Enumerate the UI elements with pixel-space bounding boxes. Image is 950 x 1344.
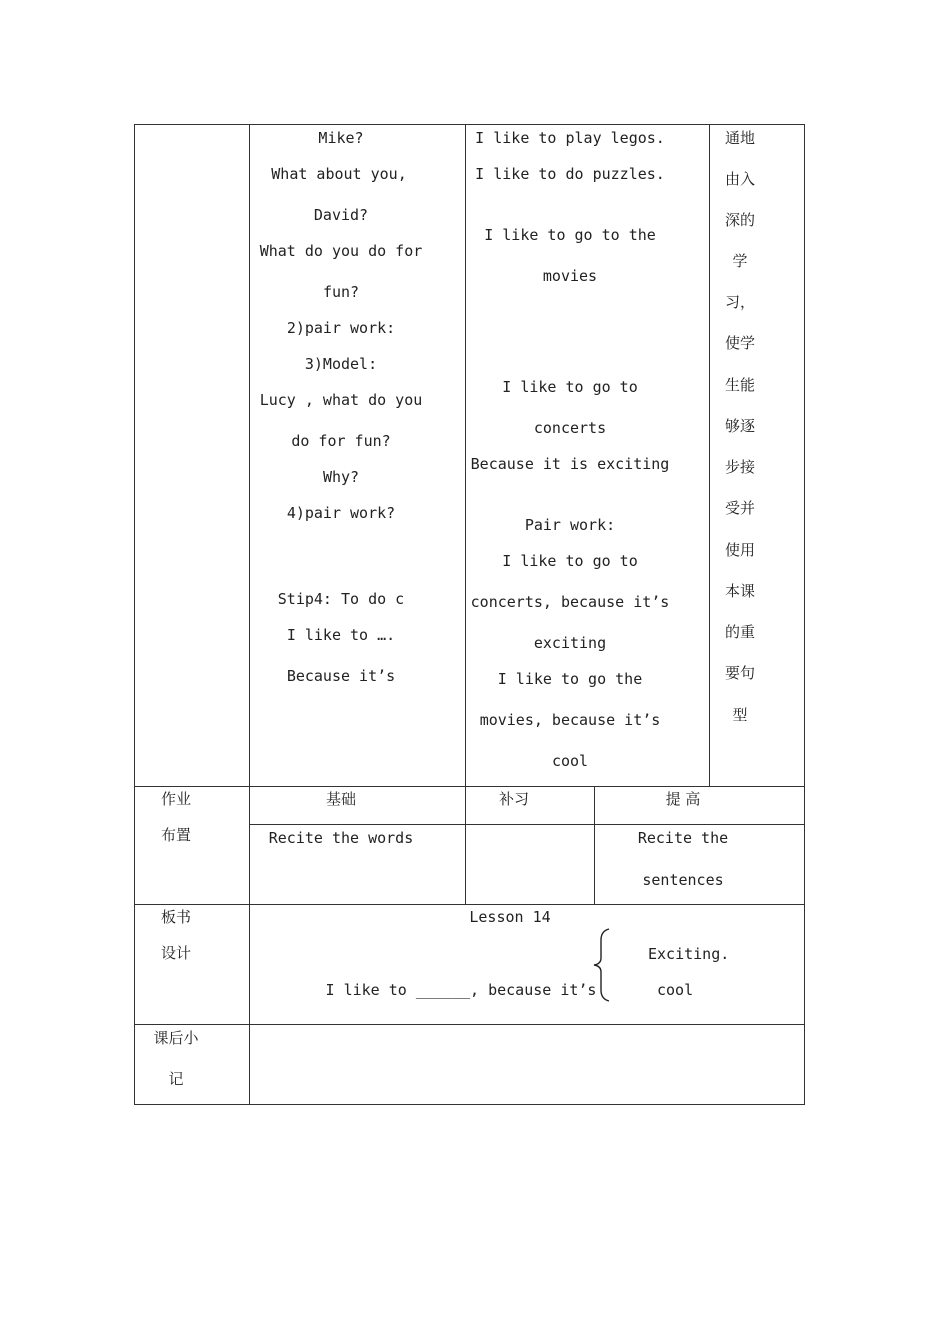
col3-line: cool	[551, 752, 589, 770]
table-row-divider-homework	[134, 786, 805, 787]
col3-line: I like to do puzzles.	[475, 165, 665, 183]
col4-line: 要句	[724, 664, 756, 682]
table-border-top	[134, 124, 805, 125]
col4-line: 通地	[724, 129, 756, 147]
col3-line: I like to go to	[502, 552, 638, 570]
col3-line: I like to go the	[497, 670, 643, 688]
board-option: cool	[657, 981, 694, 999]
col4-line: 生能	[724, 376, 756, 394]
col2-line: 4)pair work?	[286, 504, 396, 522]
board-option: Exciting.	[648, 945, 730, 963]
col4-line: 使学	[724, 334, 756, 352]
table-col-divider-3	[709, 124, 710, 786]
board-label: 设计	[160, 944, 192, 962]
notes-label: 记	[168, 1070, 184, 1088]
table-border-left	[134, 124, 135, 1105]
col4-line: 的重	[724, 623, 756, 641]
homework-supplement-header: 补习	[498, 790, 530, 808]
table-row-divider-homework-header	[249, 824, 805, 825]
col4-line: 受并	[724, 499, 756, 517]
col4-line: 步接	[724, 458, 756, 476]
table-border-right	[804, 124, 805, 1105]
col3-line: I like to go to	[502, 378, 638, 396]
col3-line: movies, because it’s	[479, 711, 661, 729]
col2-line: 3)Model:	[304, 355, 378, 373]
col2-line: What about you,	[271, 165, 407, 183]
col4-line: 够逐	[724, 417, 756, 435]
col2-line: do for fun?	[291, 432, 391, 450]
col3-line: exciting	[533, 634, 607, 652]
notes-label: 课后小	[153, 1029, 199, 1047]
col3-line: concerts, because it’s	[470, 593, 670, 611]
col2-line: Stip4: To do c	[277, 590, 405, 608]
col4-line: 型	[732, 706, 748, 724]
table-border-bottom	[134, 1104, 805, 1105]
col2-line: fun?	[322, 283, 360, 301]
col3-line: I like to play legos.	[475, 129, 665, 147]
col2-line: Mike?	[318, 129, 364, 147]
col2-line: Why?	[322, 468, 360, 486]
board-title: Lesson 14	[469, 908, 551, 926]
col2-line: Because it’s	[286, 667, 396, 685]
col4-line: 使用	[724, 541, 756, 559]
homework-advanced-header: 提 高	[665, 790, 701, 808]
col4-line: 学	[732, 252, 748, 270]
table-row-divider-board	[134, 904, 805, 905]
homework-advanced-content: Recite the	[637, 829, 729, 847]
col4-line: 由入	[724, 170, 756, 188]
col4-line: 习，	[724, 293, 756, 311]
col4-line: 本课	[724, 582, 756, 600]
homework-label: 布置	[160, 826, 192, 844]
col2-line: I like to ….	[286, 626, 396, 644]
col2-line: 2)pair work:	[286, 319, 396, 337]
col2-line: What do you do for	[259, 242, 423, 260]
board-sentence: I like to ______, because it’s	[325, 981, 597, 999]
table-col-divider-homework	[594, 786, 595, 905]
col2-line: Lucy , what do you	[259, 391, 423, 409]
table-col-divider-1	[249, 124, 250, 1105]
col3-line: Pair work:	[524, 516, 616, 534]
col3-line: I like to go to the	[484, 226, 656, 244]
col3-line: movies	[542, 267, 598, 285]
homework-label: 作业	[160, 790, 192, 808]
table-col-divider-2	[465, 124, 466, 905]
col4-line: 深的	[724, 211, 756, 229]
homework-advanced-content: sentences	[642, 871, 724, 889]
col2-line: David?	[313, 206, 369, 224]
board-label: 板书	[160, 908, 192, 926]
col3-line: Because it is exciting	[470, 455, 670, 473]
homework-basic-header: 基础	[325, 790, 357, 808]
col3-line: concerts	[533, 419, 607, 437]
curly-brace-icon	[591, 928, 613, 1002]
homework-basic-content: Recite the words	[268, 829, 414, 847]
table-row-divider-notes	[134, 1024, 805, 1025]
